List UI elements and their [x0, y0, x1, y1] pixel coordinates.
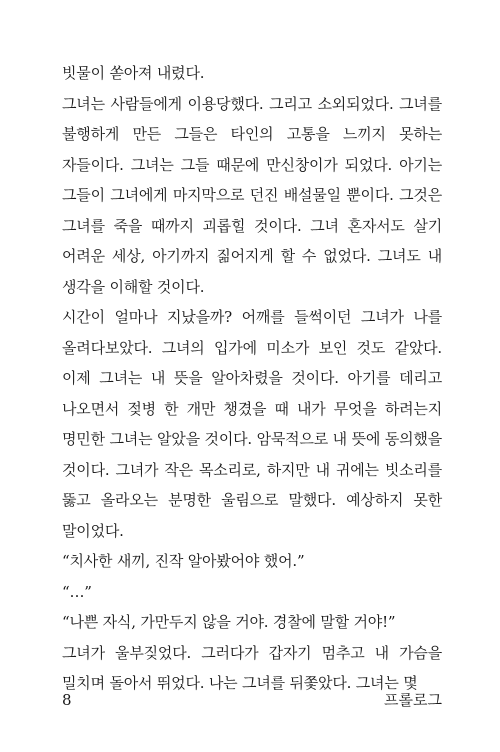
paragraph: 시간이 얼마나 지났을까? 어깨를 들썩이던 그녀가 나를 올려다보았다. 그녀의 입가에 미소가 보인 것도 같았다. 이제 그녀는 내 뜻을 알아차렸을 것이다. 아기를 데리고 나오면서 젖병 한 개만 챙겼을 때 내가 무엇을 하려는지 명민한 그녀는 알았을 것이다. 암묵적으로 내 뜻에 동의했을 것이다. 그녀가 작은 목소리로, 하지만 내 귀에는 빗소리를 뚫고 올라오는 분명한 울림으로 말했다. 예상하지 못한 말이었다.: [62, 308, 442, 540]
page-number: 8: [62, 691, 72, 709]
dialogue-line: “치사한 새끼, 진작 알아봤어야 했어.”: [62, 552, 305, 570]
paragraph: 그녀가 울부짖었다. 그러다가 갑자기 멈추고 내 가슴을 밀치며 돌아서 뛰었다. 나는 그녀를 뒤쫓았다. 그녀는 몇: [62, 643, 442, 692]
body-text: [62, 58, 442, 699]
running-title: 프롤로그: [384, 691, 442, 709]
paragraph: 빗물이 쏟아져 내렸다.: [62, 64, 205, 82]
dialogue-line: “…”: [62, 582, 92, 601]
dialogue-line: “나쁜 자식, 가만두지 않을 거야. 경찰에 말할 거야!”: [62, 613, 396, 631]
paragraph: 그녀는 사람들에게 이용당했다. 그리고 소외되었다. 그녀를 불행하게 만든 그들은 타인의 고통을 느끼지 못하는 자들이다. 그녀는 그들 때문에 만신창이가 되었다. 아기는 그들이 그녀에게 마지막으로 던진 배설물일 뿐이다. 그것은 그녀를 죽을 때까지 괴롭힐 것이다. 그녀 혼자서도 살기 어려운 세상, 아기까지 짊어지게 할 수 없었다. 그녀도 내 생각을 이해할 것이다.: [62, 94, 442, 296]
